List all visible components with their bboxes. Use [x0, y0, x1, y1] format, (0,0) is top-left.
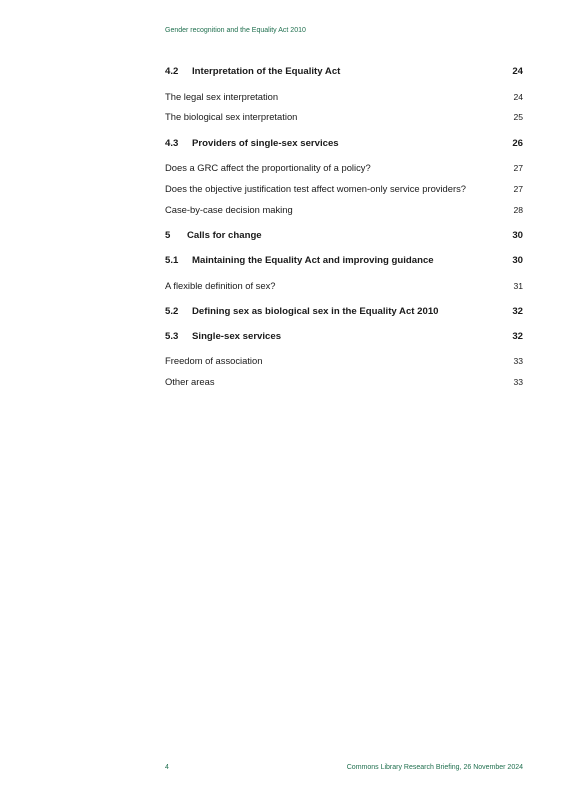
toc-entry-flexible-definition[interactable]: [165, 280, 523, 291]
toc-number: 5.1: [165, 255, 179, 266]
toc-entry-4-2[interactable]: [165, 66, 523, 77]
toc-page: 26: [512, 138, 523, 149]
toc-title: Interpretation of the Equality Act: [192, 66, 341, 77]
toc-title: Other areas: [165, 376, 215, 387]
toc-entry-grc-proportionality[interactable]: [165, 162, 523, 173]
toc-number: 4.3: [165, 138, 179, 149]
toc-page: 31: [513, 281, 523, 291]
toc-number: 5.2: [165, 306, 179, 317]
toc-title: Does a GRC affect the proportionality of a policy?: [165, 162, 371, 173]
toc-title: Does the objective justification test affect women-only service providers?: [165, 183, 467, 194]
running-header: Gender recognition and the Equality Act 2010: [165, 27, 306, 34]
toc-title: Maintaining the Equality Act and improving guidance: [192, 255, 434, 266]
toc-number: 5: [165, 230, 171, 241]
toc-title: Single-sex services: [192, 331, 282, 342]
toc-title: Defining sex as biological sex in the Equality Act 2010: [192, 306, 439, 317]
toc-entry-other-areas[interactable]: [165, 376, 523, 387]
toc-page: 28: [513, 205, 523, 215]
toc-page: 24: [512, 66, 523, 77]
toc-title: The biological sex interpretation: [165, 111, 298, 122]
toc-entry-freedom-of-association[interactable]: [165, 355, 523, 366]
footer-page-number: 4: [165, 764, 169, 771]
toc-entry-5-2[interactable]: [165, 306, 523, 317]
footer-publication: Commons Library Research Briefing, 26 November 2024: [346, 764, 523, 771]
toc-page: 33: [513, 356, 523, 366]
toc-page: 30: [512, 230, 523, 241]
toc-entry-biological-sex[interactable]: [165, 111, 523, 122]
toc-page: 25: [513, 112, 523, 122]
toc-entry-5-1[interactable]: [165, 255, 523, 266]
toc-page: 32: [512, 331, 523, 342]
toc-entry-legal-sex[interactable]: [165, 91, 523, 102]
toc-entry-objective-justification[interactable]: [165, 183, 523, 194]
toc-number: 4.2: [165, 66, 179, 77]
toc-title: Calls for change: [187, 230, 262, 241]
toc-entry-5[interactable]: [165, 230, 523, 241]
toc-number: 5.3: [165, 331, 179, 342]
toc-entry-4-3[interactable]: [165, 138, 523, 149]
toc-title: A flexible definition of sex?: [165, 280, 276, 291]
toc-title: Freedom of association: [165, 355, 263, 366]
toc-page: 27: [513, 184, 523, 194]
toc-page: 33: [513, 377, 523, 387]
toc-page: 32: [512, 306, 523, 317]
toc-page: 30: [512, 255, 523, 266]
toc-title: Case-by-case decision making: [165, 204, 293, 215]
toc-page: 24: [513, 92, 523, 102]
toc-title: The legal sex interpretation: [165, 91, 279, 102]
toc-entry-case-by-case[interactable]: [165, 204, 523, 215]
toc-entry-5-3[interactable]: [165, 331, 523, 342]
toc-page: 27: [513, 163, 523, 173]
toc-title: Providers of single-sex services: [192, 138, 339, 149]
